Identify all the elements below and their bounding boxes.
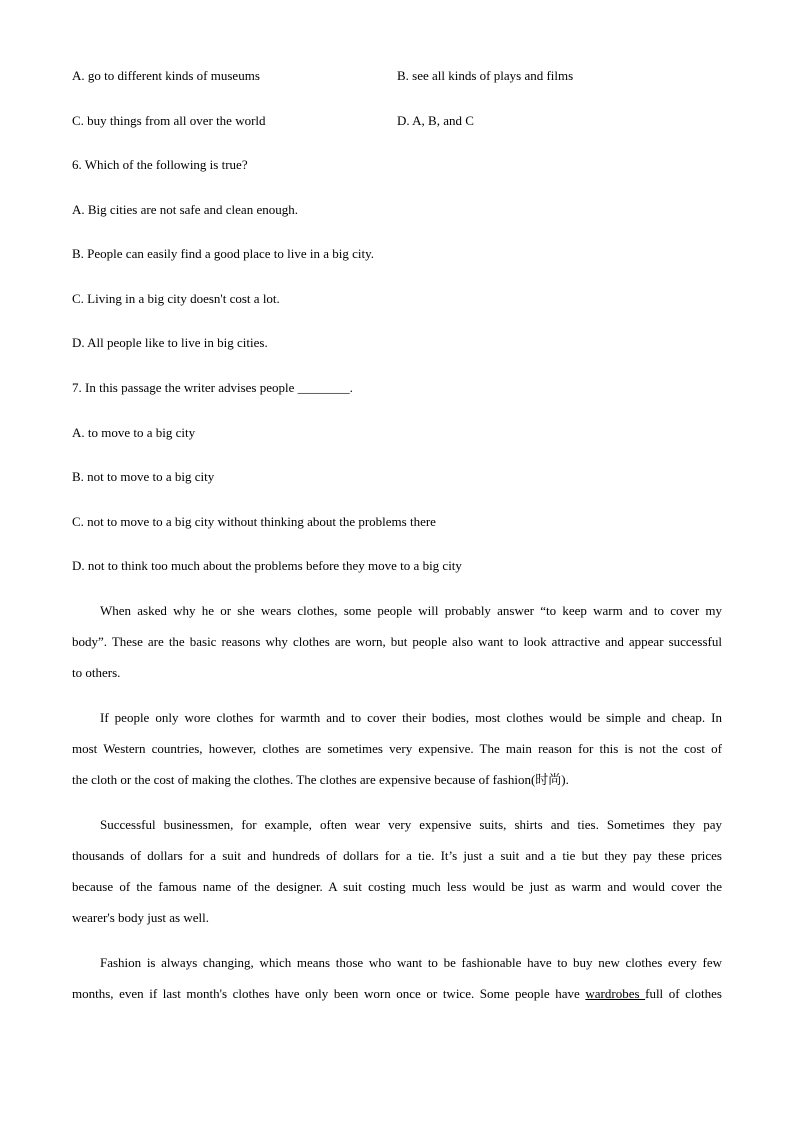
paragraph-line: When asked why he or she wears clothes, some people will probably answer “to keep warm and to cover my	[100, 603, 722, 618]
paragraph-line: body”. These are the basic reasons why clothes are worn, but people also want to look attractive and appear successful	[72, 634, 722, 649]
paragraph-line	[72, 986, 722, 1002]
paragraph-line: Fashion is always changing, which means those who want to be fashionable have to buy new clothes every few	[100, 955, 722, 970]
q7-option-b: B. not to move to a big city	[72, 469, 215, 484]
q7-question: 7. In this passage the writer advises people ________.	[72, 380, 353, 395]
paragraph-line: the cloth or the cost of making the clothes. The clothes are expensive because of fashion(时尚).	[72, 772, 569, 787]
q6-question: 6. Which of the following is true?	[72, 157, 248, 172]
q6-option-a: A. Big cities are not safe and clean enough.	[72, 202, 298, 217]
line-text: months, even if last month's clothes have only been worn once or twice. Some people have	[72, 986, 586, 1001]
paragraph-line: wearer's body just as well.	[72, 910, 210, 925]
q5-option-a: A. go to different kinds of museums	[72, 68, 260, 83]
q6-option-c: C. Living in a big city doesn't cost a lot.	[72, 291, 280, 306]
q5-option-c: C. buy things from all over the world	[72, 113, 266, 128]
q6-option-b: B. People can easily find a good place to live in a big city.	[72, 246, 375, 261]
q7-option-d: D. not to think too much about the problems before they move to a big city	[72, 558, 462, 573]
q7-option-c: C. not to move to a big city without thinking about the problems there	[72, 514, 436, 529]
paragraph-line: If people only wore clothes for warmth and to cover their bodies, most clothes would be simple and cheap. In	[100, 710, 722, 725]
q7-option-a: A. to move to a big city	[72, 425, 196, 440]
q5-option-d: D. A, B, and C	[397, 113, 474, 128]
paragraph-line: most Western countries, however, clothes are sometimes very expensive. The main reason for this is not the cost of	[72, 741, 722, 756]
underlined-word-wardrobes: wardrobes	[585, 986, 646, 1001]
paragraph-line: because of the famous name of the designer. A suit costing much less would be just as warm and would cover the	[72, 879, 722, 894]
paragraph-line: to others.	[72, 665, 121, 680]
q5-option-b: B. see all kinds of plays and films	[397, 68, 574, 83]
paragraph-line: Successful businessmen, for example, often wear very expensive suits, shirts and ties. Sometimes they pay	[100, 817, 722, 832]
q6-option-d: D. All people like to live in big cities.	[72, 335, 268, 350]
paragraph-line: thousands of dollars for a suit and hundreds of dollars for a tie. It’s just a suit and a tie but they pay these prices	[72, 848, 722, 863]
line-text: full of clothes	[645, 986, 722, 1001]
